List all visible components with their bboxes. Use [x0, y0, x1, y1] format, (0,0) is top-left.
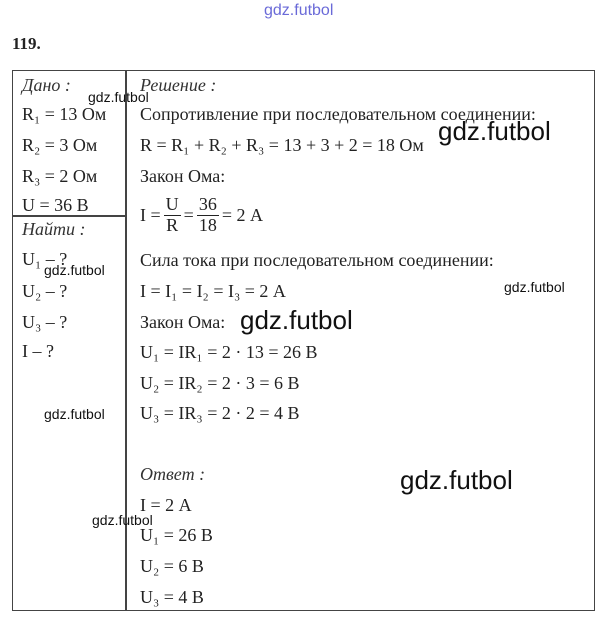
- fraction-denominator: 18: [198, 214, 217, 235]
- solution-formula-i: [140, 195, 263, 236]
- given-find-divider: [12, 215, 126, 217]
- watermark: gdz.futbol: [438, 116, 551, 146]
- given-u: U = 36 В: [22, 195, 89, 215]
- fraction-36-over-18: [197, 195, 219, 236]
- given-header: Дано :: [22, 75, 71, 95]
- solution-formula-r: R = R₁ + R₂ + R₃ = 13 + 3 + 2 = 18 Ом: [140, 135, 424, 155]
- find-header: Найти :: [22, 219, 86, 239]
- solution-ohm-law-1: Закон Ома:: [140, 166, 226, 186]
- fraction-u-over-r: [164, 195, 181, 236]
- solution-current-text: Сила тока при последовательном соединении:: [140, 250, 494, 270]
- find-u1: U₁ – ?: [22, 249, 68, 269]
- watermark: gdz.futbol: [92, 512, 153, 528]
- formula-i-eq: =: [183, 205, 194, 226]
- find-i: I – ?: [22, 341, 54, 361]
- problem-number: 119.: [12, 34, 41, 53]
- answer-i: I = 2 А: [140, 495, 192, 515]
- fraction-denominator: R: [166, 214, 179, 235]
- solution-formula-u3: U₃ = IR₃ = 2 · 2 = 4 В: [140, 403, 300, 423]
- formula-i-rhs: = 2 А: [221, 205, 263, 226]
- given-r2: R₂ = 3 Ом: [22, 135, 98, 155]
- fraction-numerator: U: [165, 194, 179, 214]
- watermark: gdz.futbol: [504, 279, 565, 295]
- solution-series-text: Сопротивление при последовательном соединении:: [140, 104, 536, 124]
- solution-formula-u1: U₁ = IR₁ = 2 · 13 = 26 В: [140, 342, 318, 362]
- solution-header: Решение :: [140, 75, 217, 95]
- formula-i-lhs: I =: [140, 205, 161, 226]
- watermark: gdz.futbol: [88, 89, 149, 105]
- find-u3: U₃ – ?: [22, 312, 68, 332]
- watermark: gdz.futbol: [400, 465, 513, 495]
- answer-header: Ответ :: [140, 464, 206, 484]
- solution-formula-currents: I = I₁ = I₂ = I₃ = 2 А: [140, 281, 286, 301]
- watermark: gdz.futbol: [44, 262, 105, 278]
- answer-u3: U₃ = 4 В: [140, 587, 204, 607]
- watermark-top[interactable]: gdz.futbol: [264, 2, 334, 19]
- solution-ohm-law-2: Закон Ома:: [140, 312, 226, 332]
- answer-u2: U₂ = 6 В: [140, 556, 204, 576]
- given-r1: R₁ = 13 Ом: [22, 104, 107, 124]
- column-divider: [125, 70, 127, 611]
- watermark: gdz.futbol: [44, 406, 105, 422]
- find-u2: U₂ – ?: [22, 281, 68, 301]
- given-r3: R₃ = 2 Ом: [22, 166, 98, 186]
- watermark: gdz.futbol: [240, 305, 353, 335]
- solution-formula-u2: U₂ = IR₂ = 2 · 3 = 6 В: [140, 373, 300, 393]
- answer-u1: U₁ = 26 В: [140, 525, 213, 545]
- fraction-numerator: 36: [198, 194, 217, 214]
